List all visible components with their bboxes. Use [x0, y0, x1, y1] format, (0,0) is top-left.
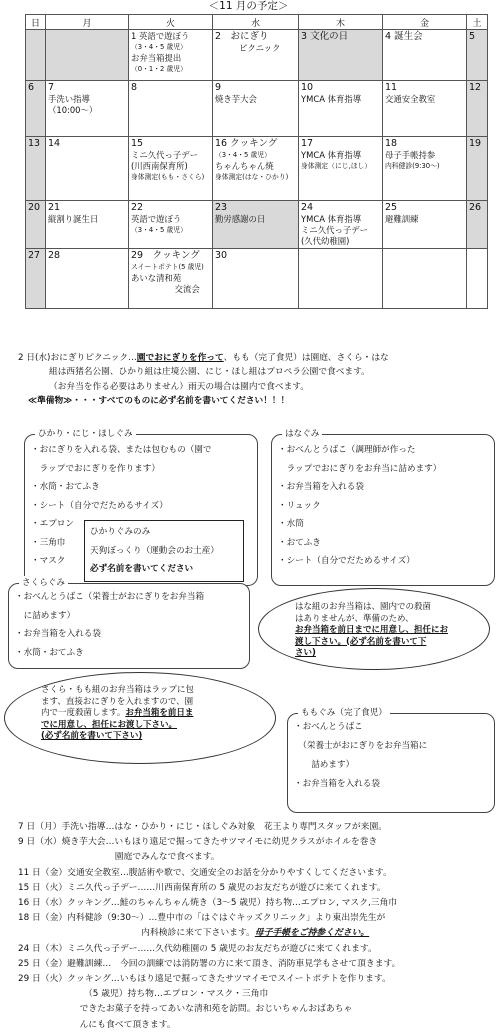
- item-entry: ・お弁当箱を入れる袋: [15, 629, 101, 639]
- item-entry: ・水筒・おてふき: [15, 647, 84, 658]
- schedule-line: 25 日（金）避難訓練… 今回の訓練では消防署の方に来て頂き、消防車見学もさせて頂きます。: [18, 958, 401, 969]
- hana-lunchbox-note: [258, 588, 490, 670]
- day-number: 25: [385, 202, 398, 213]
- day-number: 21: [48, 202, 61, 213]
- note-emphasis: お弁当箱を前日ま: [125, 708, 194, 718]
- calendar-week: [26, 81, 488, 137]
- day-number: 20: [28, 202, 41, 213]
- day-event: (川西南保育所): [131, 161, 188, 171]
- day-event: （3・4・5 歳児）: [131, 43, 187, 51]
- page-title: ＜11 月の予定＞: [208, 0, 289, 12]
- sakura-lunchbox-note: [4, 672, 276, 764]
- calendar-day: [46, 249, 129, 309]
- note-line: お弁当箱を前日までに用意し、担任にお: [295, 625, 449, 635]
- calendar-day: [467, 30, 488, 81]
- day-event: 勤労感謝の日: [215, 214, 266, 224]
- calendar-day: [46, 30, 129, 81]
- day-number: 29 クッキング: [131, 250, 200, 261]
- note-line: でに用意し、担任にお渡し下さい。: [41, 719, 178, 730]
- schedule-line: 18 日（金）内科健診（9:30～）…豊中市の「はぐはぐキッズクリニック」より東出崇先生が: [18, 913, 386, 924]
- item-entry: ・水筒・おてふき: [31, 482, 100, 492]
- picnic-line-1: [18, 351, 488, 365]
- day-event: 母子手帳持参: [385, 150, 436, 160]
- calendar-day: [299, 30, 383, 81]
- calendar-day: [213, 81, 299, 137]
- schedule-text: 内科検診に来て下さいます。: [18, 928, 255, 939]
- schedule-line: 24 日（木）ミニ久代っ子デー……久代幼稚園の 5 歳児のお友だちが遊びに来てくれます。: [18, 943, 377, 954]
- box-label: さくらぐみ: [19, 576, 68, 590]
- day-event: （0・1・2 歳児）: [131, 65, 187, 73]
- day-event: 身体測定(もも・さくら): [131, 173, 205, 181]
- day-number: 5: [469, 31, 476, 42]
- day-number: 3 文化の日: [301, 31, 349, 42]
- day-event: 身体測定（にじ,ほし）: [301, 162, 372, 170]
- calendar-day: [467, 201, 488, 249]
- day-event: 英語で遊ぼう: [131, 214, 182, 224]
- momo-items-box: [287, 708, 495, 813]
- item-entry: ラップでおにぎりを作ります）: [31, 463, 160, 474]
- box-label: はなぐみ: [282, 427, 322, 441]
- schedule-line: 9 日（水）焼き芋大会…いもほり遠足で掘ってきたサツマイモに幼児クラスがホイルを巻き: [18, 837, 378, 848]
- header-mon: 月: [46, 15, 129, 30]
- day-event: (久代幼稚園): [301, 236, 350, 246]
- day-event: （10:00～）: [48, 105, 98, 115]
- day-number: 22: [131, 202, 144, 213]
- day-number: 6: [28, 82, 35, 93]
- header-fri: 金: [383, 15, 467, 30]
- calendar-day: [299, 137, 383, 201]
- day-event: （3・4・5 歳児）: [131, 226, 187, 234]
- note-text: 内で一度殺菌します。: [41, 708, 126, 718]
- day-event: ミニ久代っ子デー: [301, 225, 368, 235]
- day-event: 身体測定(はな・ひかり): [215, 173, 289, 181]
- hana-items-box: [271, 429, 495, 586]
- calendar-day: [213, 249, 299, 309]
- note-line: さくら・もも組のお弁当箱はラップに包: [41, 685, 194, 695]
- day-number: 17: [301, 138, 314, 149]
- item-entry: ・シート（自分でだためるサイズ）: [31, 500, 168, 511]
- day-event: （3・4・5 歳児）: [215, 151, 271, 159]
- picnic-line-2: 組は西猪名公園、ひかり組は庄境公園、にじ・ほし組はプロペラ公園で食べます。: [49, 367, 370, 378]
- item-entry: ラップでおにぎりをお弁当に詰めます）: [278, 463, 442, 474]
- calendar-header: [26, 15, 488, 30]
- day-number: 28: [48, 250, 61, 261]
- item-entry: ・水筒: [278, 519, 304, 529]
- day-number: 18: [385, 138, 398, 149]
- calendar-day: [26, 249, 46, 309]
- day-number: 8: [131, 82, 138, 93]
- calendar-day: [467, 249, 488, 309]
- picnic-line-3: （お弁当を作る必要はありません）雨天の場合は園内で食べます。: [49, 381, 309, 392]
- day-number: 16 クッキング: [215, 138, 278, 149]
- item-entry: ・エプロン: [31, 519, 74, 529]
- calendar-week: [26, 30, 488, 81]
- day-event: 焼き芋大会: [215, 94, 257, 104]
- item-entry: ・シート（自分でだためるサイズ）: [278, 556, 415, 566]
- header-sun: 日: [26, 15, 46, 30]
- preparation-heading: ≪準備物≫・・・すべてのものに必ず名前を書いてください！！！: [28, 396, 290, 407]
- day-event: スイートポテト(5 歳児): [131, 263, 204, 271]
- header-sat: 土: [467, 15, 488, 30]
- hikari-only-title: ひかりぐみのみ: [90, 527, 151, 537]
- picnic-text: 、もも（完了食児）は園庭、さくら・はな: [223, 353, 389, 363]
- calendar-week: [26, 249, 488, 309]
- calendar-day: [46, 81, 129, 137]
- item-entry: ・お弁当箱を入れる袋: [294, 779, 380, 789]
- day-number: 30: [215, 250, 228, 261]
- calendar-day: [46, 201, 129, 249]
- day-event: 縦割り誕生日: [48, 214, 99, 224]
- schedule-emphasis: 母子手帳をご持参ください。: [254, 928, 370, 939]
- schedule-line: [18, 926, 493, 941]
- picnic-emphasis: 園でおにぎりを作って: [136, 353, 224, 363]
- calendar-day: [129, 81, 213, 137]
- calendar-day: [213, 137, 299, 201]
- calendar-day: [299, 201, 383, 249]
- calendar-day: [26, 201, 46, 249]
- item-entry: ・おてふき: [278, 537, 321, 548]
- day-number: 12: [469, 82, 482, 93]
- item-entry: ・おべんとうばこ: [294, 722, 363, 732]
- schedule-line: 29 日（火）クッキング…いもほり遠足で掘ってきたサツマイモでスイートポテトを作ります。: [18, 974, 391, 985]
- note-text: はありませんが、準備のため、: [295, 613, 414, 624]
- calendar-day: [129, 201, 213, 249]
- day-number: 4 誕生会: [385, 31, 423, 42]
- day-number: 9: [215, 82, 222, 93]
- note-line: ます、直接おにぎりを入れますので、園: [41, 696, 194, 707]
- header-wed: 水: [213, 15, 299, 30]
- day-event: 交通安全教室: [385, 94, 436, 104]
- picnic-notes: [18, 351, 488, 409]
- item-entry: に詰めます）: [15, 610, 76, 621]
- calendar-day: [383, 137, 467, 201]
- calendar-day: [46, 137, 129, 201]
- calendar-day: [213, 201, 299, 249]
- note-line: [41, 708, 194, 720]
- calendar-day: [129, 137, 213, 201]
- calendar-day: [129, 249, 213, 309]
- day-event: 1 英語で遊ぼう: [131, 31, 190, 41]
- item-entry: ・お弁当箱を入れる袋: [278, 482, 364, 492]
- sakura-items-box: [8, 578, 250, 669]
- day-event: ちゃんちゃん焼: [215, 161, 274, 171]
- day-number: 2 おにぎり: [215, 31, 269, 42]
- header-tue: 火: [129, 15, 213, 30]
- calendar-day: [26, 81, 46, 137]
- schedule-line: 15 日（火）ミニ久代っ子デー……川西南保育所の 5 歳児のお友だちが遊びに来てくれます。: [18, 882, 386, 893]
- calendar-day: [299, 249, 383, 309]
- calendar-day: [383, 81, 467, 137]
- note-line: 渡し下さい。(必ず名前を書いて下: [295, 636, 427, 647]
- calendar-day: [299, 81, 383, 137]
- day-number: 13: [28, 138, 41, 149]
- schedule-line: 園庭でみんなで食べます。: [18, 852, 220, 863]
- day-event: 内科健診(9:30～): [385, 162, 440, 170]
- note-line: [295, 614, 448, 626]
- item-entry: ・おにぎりを入れる袋、または包むもの（園で: [31, 445, 212, 455]
- day-number: 15: [131, 138, 144, 149]
- calendar-table: [25, 14, 488, 309]
- calendar-day: [129, 30, 213, 81]
- schedule-line: 7 日（月）手洗い指導…はな・ひかり・にじ・ほしぐみ対象 花王より専門スタッフが来園。: [18, 822, 388, 832]
- day-event: YMCA 体育指導: [301, 214, 362, 224]
- schedule-line: できたお菓子を持ってあいな清和苑を訪問。おじいちゃんおばあちゃ: [18, 1004, 353, 1015]
- calendar-day: [383, 30, 467, 81]
- day-number: 10: [301, 82, 314, 93]
- note-line: (必ず名前を書いて下さい): [41, 731, 143, 741]
- box-label: ひかり・にじ・ほしぐみ: [35, 427, 136, 441]
- note-line: はな組のお弁当箱は、園内での殺菌: [295, 602, 432, 612]
- day-number: 19: [469, 138, 482, 149]
- day-event: あいな清和苑: [131, 273, 182, 283]
- schedule-line: 11 日（金）交通安全教室…腹話術や歌で、交通安全のお話を分かりやすくしてくださいます。: [18, 867, 392, 878]
- calendar-day: [383, 201, 467, 249]
- item-entry: ・リュック: [278, 500, 321, 511]
- event-schedule: [18, 820, 493, 1033]
- calendar-day: [26, 137, 46, 201]
- calendar-week: [26, 137, 488, 201]
- day-number: 14: [48, 138, 61, 149]
- calendar-week: [26, 201, 488, 249]
- day-event: ピクニック: [230, 43, 281, 53]
- day-number: 24: [301, 202, 314, 213]
- day-event: YMCA 体育指導: [301, 94, 362, 104]
- day-number: 23: [215, 202, 228, 213]
- item-entry: ・おべんとうばこ（栄養士がおにぎりをお弁当箱: [15, 592, 205, 602]
- box-label: ももぐみ（完了食児）: [298, 706, 390, 720]
- day-event: 避難訓練: [385, 214, 419, 224]
- day-number: 7: [48, 82, 55, 93]
- schedule-line: んにも食べて頂きます。: [18, 1019, 176, 1030]
- day-event: 交流会: [141, 284, 200, 294]
- calendar-day: [26, 30, 46, 81]
- item-entry: ・マスク: [31, 556, 66, 566]
- calendar-day: [467, 137, 488, 201]
- day-number: 26: [469, 202, 482, 213]
- note-line: さい): [295, 648, 316, 658]
- day-number: 11: [385, 82, 398, 93]
- picnic-text: 2 日(水)おにぎりピクニック…: [18, 353, 137, 363]
- item-entry: ・三角巾: [31, 537, 66, 548]
- item-entry: 詰めます）: [294, 760, 355, 770]
- calendar-day: [467, 81, 488, 137]
- day-event: YMCA 体育指導: [301, 150, 362, 160]
- hikari-only-box: [84, 520, 244, 582]
- calendar-day: [383, 249, 467, 309]
- day-event: ミニ久代っ子デー: [131, 150, 198, 160]
- day-event: 手洗い指導: [48, 94, 90, 104]
- day-number: 27: [28, 250, 41, 261]
- day-event: お弁当箱提出: [131, 53, 182, 63]
- hikari-only-note: 必ず名前を書いてください: [90, 564, 194, 574]
- calendar-day: [213, 30, 299, 81]
- header-thu: 木: [299, 15, 383, 30]
- schedule-line: （5 歳児）持ち物…エプロン・マスク・三角巾: [18, 989, 269, 1000]
- item-entry: （栄養士がおにぎりをお弁当箱に: [294, 741, 428, 751]
- schedule-line: 16 日（水）クッキング…鮭のちゃんちゃん焼き（3～5 歳児）持ち物…エプロン, マスク,三角巾: [18, 898, 398, 909]
- hikari-only-item: 天狗ぼっくり（運動会のお土産）: [90, 545, 219, 556]
- item-entry: ・おべんとうばこ（調理師が作った: [278, 445, 416, 455]
